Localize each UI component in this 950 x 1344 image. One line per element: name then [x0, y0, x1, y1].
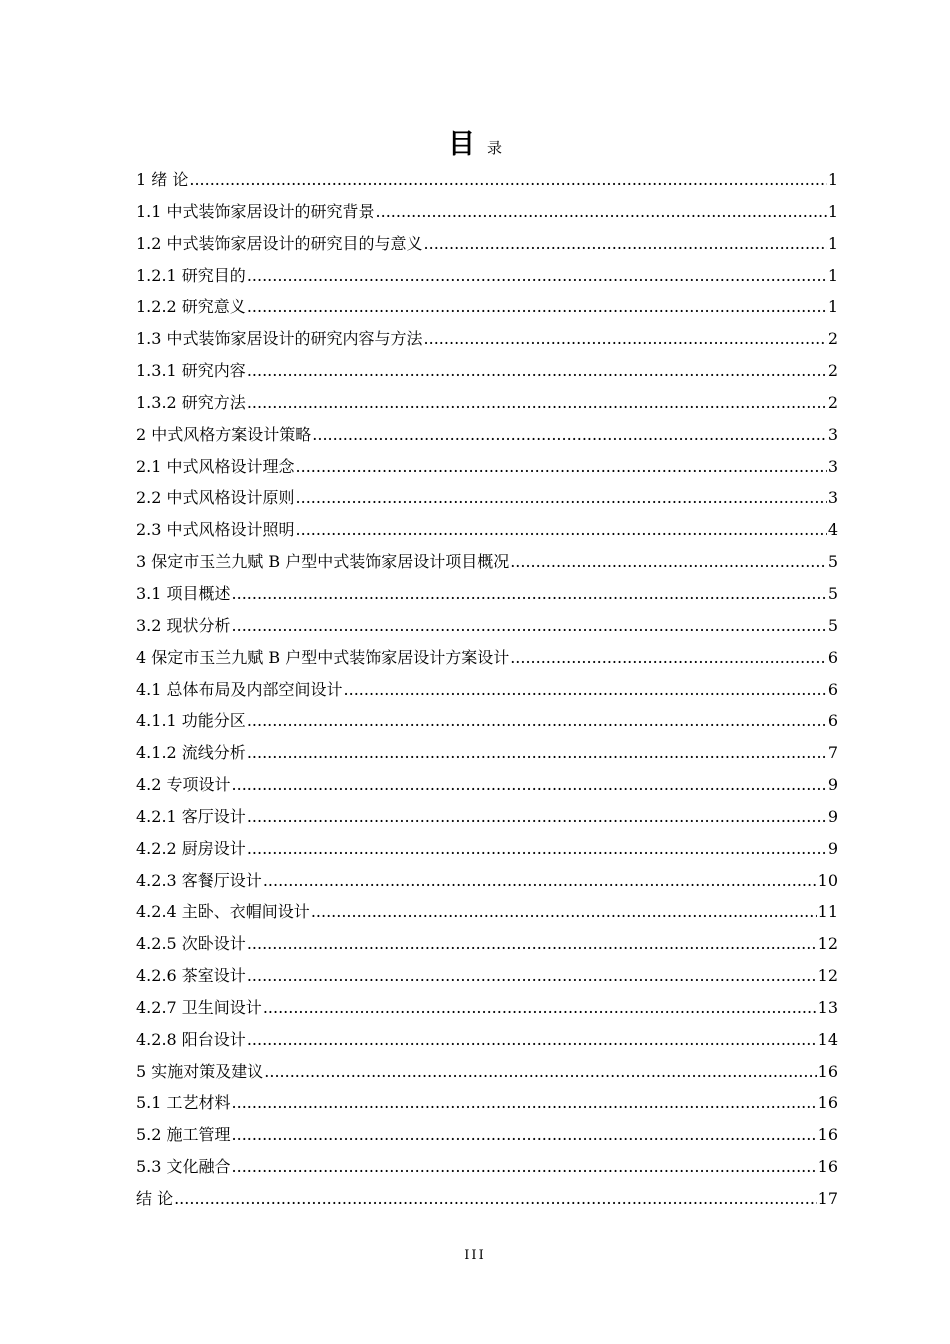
toc-entry-page-number: 2: [827, 329, 838, 349]
toc-entry-title: 1 绪 论: [136, 170, 189, 189]
toc-entry[interactable]: [136, 260, 838, 292]
toc-dot-leader: [247, 705, 827, 737]
toc-entry-page-number: 2: [827, 361, 838, 381]
toc-entry-page-number: 9: [827, 806, 838, 826]
toc-entry[interactable]: [136, 291, 838, 323]
toc-entry[interactable]: [136, 960, 838, 992]
toc-entry[interactable]: [136, 546, 838, 578]
toc-entry-title: 4.2.8 阳台设计: [136, 1029, 246, 1049]
toc-entry-page-number: 9: [827, 838, 838, 858]
toc-entry[interactable]: [136, 865, 838, 897]
toc-entry-title: 4.1.1 功能分区: [136, 711, 246, 731]
toc-dot-leader: [424, 323, 827, 355]
toc-entry-title: 1.2.2 研究意义: [136, 297, 246, 317]
toc-dot-leader: [263, 865, 817, 897]
toc-entry-page-number: 6: [827, 679, 838, 699]
toc-entry-page-number: 13: [817, 997, 838, 1017]
toc-entry-title: 4.1.2 流线分析: [136, 743, 246, 763]
toc-dot-leader: [344, 674, 827, 706]
toc-entry-title: 5.3 文化融合: [136, 1157, 231, 1177]
toc-entry-title: 4.2 专项设计: [136, 775, 231, 795]
toc-entry[interactable]: [136, 451, 838, 483]
toc-entry[interactable]: [136, 642, 838, 674]
toc-entry-title: 3.2 现状分析: [136, 615, 231, 635]
toc-entry[interactable]: [136, 419, 838, 451]
toc-entry-title: 1.1 中式装饰家居设计的研究背景: [136, 201, 375, 221]
toc-entry-page-number: 3: [827, 424, 838, 444]
toc-entry-page-number: 5: [827, 615, 838, 635]
toc-dot-leader: [232, 769, 827, 801]
toc-entry[interactable]: [136, 196, 838, 228]
toc-entry[interactable]: [136, 992, 838, 1024]
toc-entry-title: 结 论: [136, 1189, 174, 1208]
toc-entry-page-number: 6: [827, 647, 838, 667]
toc-entry[interactable]: [136, 769, 838, 801]
toc-entry[interactable]: [136, 514, 838, 546]
toc-entry-page-number: 6: [827, 711, 838, 731]
toc-dot-leader: [247, 387, 827, 419]
toc-entry[interactable]: [136, 737, 838, 769]
toc-dot-leader: [232, 1151, 817, 1183]
toc-entry[interactable]: [136, 928, 838, 960]
toc-dot-leader: [232, 578, 827, 610]
toc-entry-page-number: 5: [827, 552, 838, 572]
toc-dot-leader: [232, 1119, 817, 1151]
toc-entry-title: 3 保定市玉兰九赋 B 户型中式装饰家居设计项目概况: [136, 552, 510, 572]
toc-entry[interactable]: [136, 387, 838, 419]
toc-entry[interactable]: [136, 1056, 838, 1088]
toc-entry-page-number: 12: [817, 966, 838, 986]
toc-entry-page-number: 16: [817, 1093, 838, 1113]
toc-dot-leader: [312, 419, 827, 451]
toc-entry-title: 5 实施对策及建议: [136, 1061, 264, 1081]
toc-entry-title: 1.3.1 研究内容: [136, 361, 246, 381]
toc-dot-leader: [247, 960, 817, 992]
toc-entry[interactable]: [136, 1024, 838, 1056]
toc-entry-title: 4.2.7 卫生间设计: [136, 997, 262, 1017]
toc-entry-title: 5.2 施工管理: [136, 1125, 231, 1145]
toc-entry-title: 2.3 中式风格设计照明: [136, 520, 295, 540]
toc-entry-page-number: 9: [827, 775, 838, 795]
toc-dot-leader: [189, 164, 826, 196]
toc-dot-leader: [247, 1024, 817, 1056]
toc-entry-page-number: 4: [827, 520, 838, 540]
toc-entry[interactable]: [136, 896, 838, 928]
toc-entry-title: 2.1 中式风格设计理念: [136, 456, 295, 476]
toc-title-secondary: 录: [486, 139, 502, 157]
toc-entry[interactable]: [136, 705, 838, 737]
toc-entry[interactable]: [136, 1119, 838, 1151]
toc-entry[interactable]: [136, 1183, 838, 1215]
toc-entry-title: 4.2.1 客厅设计: [136, 806, 246, 826]
toc-entry[interactable]: [136, 578, 838, 610]
toc-entry-page-number: 1: [827, 265, 838, 285]
toc-entry-page-number: 16: [817, 1061, 838, 1081]
toc-dot-leader: [247, 737, 827, 769]
toc-dot-leader: [174, 1183, 817, 1215]
toc-entry-page-number: 1: [827, 170, 838, 189]
toc-entry-title: 4.2.5 次卧设计: [136, 934, 246, 954]
toc-entry-title: 4.1 总体布局及内部空间设计: [136, 679, 343, 699]
toc-entry[interactable]: [136, 323, 838, 355]
toc-entry-page-number: 1: [827, 233, 838, 253]
toc-entry[interactable]: [136, 833, 838, 865]
toc-entry[interactable]: [136, 801, 838, 833]
toc-dot-leader: [247, 260, 827, 292]
toc-dot-leader: [247, 355, 827, 387]
toc-entry[interactable]: [136, 610, 838, 642]
toc-dot-leader: [264, 1056, 816, 1088]
toc-entry-title: 5.1 工艺材料: [136, 1093, 231, 1113]
page-number: III: [464, 1248, 486, 1263]
toc-dot-leader: [311, 896, 817, 928]
toc-entry-page-number: 3: [827, 456, 838, 476]
toc-entry-page-number: 11: [817, 902, 838, 922]
toc-dot-leader: [296, 451, 827, 483]
toc-dot-leader: [247, 928, 817, 960]
toc-dot-leader: [376, 196, 827, 228]
toc-entry-title: 1.2.1 研究目的: [136, 265, 246, 285]
toc-title-main: 目: [447, 129, 475, 160]
toc-entry[interactable]: [136, 1151, 838, 1183]
toc-entry-title: 4 保定市玉兰九赋 B 户型中式装饰家居设计方案设计: [136, 647, 510, 667]
toc-dot-leader: [263, 992, 817, 1024]
toc-entry-title: 4.2.2 厨房设计: [136, 838, 246, 858]
toc-entry-title: 4.2.3 客餐厅设计: [136, 870, 262, 890]
toc-entry[interactable]: [136, 482, 838, 514]
toc-dot-leader: [232, 1087, 817, 1119]
toc-entry-page-number: 12: [817, 934, 838, 954]
toc-entry-title: 2.2 中式风格设计原则: [136, 488, 295, 508]
toc-entry-page-number: 1: [827, 297, 838, 317]
toc-entry-page-number: 16: [817, 1125, 838, 1145]
toc-entry[interactable]: [136, 164, 838, 196]
toc-entry-page-number: 7: [827, 743, 838, 763]
toc-entry-page-number: 1: [827, 201, 838, 221]
toc-entry-page-number: 5: [827, 583, 838, 603]
toc-entry[interactable]: [136, 228, 838, 260]
toc-entry[interactable]: [136, 355, 838, 387]
toc-dot-leader: [247, 291, 827, 323]
toc-dot-leader: [296, 482, 827, 514]
toc-entry[interactable]: [136, 674, 838, 706]
toc-dot-leader: [510, 642, 827, 674]
toc-entry-title: 1.2 中式装饰家居设计的研究目的与意义: [136, 233, 423, 253]
toc-dot-leader: [247, 801, 827, 833]
toc-dot-leader: [232, 610, 827, 642]
toc-list: [136, 164, 838, 1215]
toc-entry-title: 1.3.2 研究方法: [136, 392, 246, 412]
toc-entry[interactable]: [136, 1087, 838, 1119]
toc-entry-title: 4.2.4 主卧、衣帽间设计: [136, 902, 310, 922]
toc-entry-title: 3.1 项目概述: [136, 583, 231, 603]
toc-entry-page-number: 17: [817, 1189, 838, 1208]
toc-entry-title: 1.3 中式装饰家居设计的研究内容与方法: [136, 329, 423, 349]
toc-entry-page-number: 14: [817, 1029, 838, 1049]
toc-dot-leader: [247, 833, 827, 865]
toc-entry-page-number: 16: [817, 1157, 838, 1177]
toc-entry-page-number: 2: [827, 392, 838, 412]
toc-entry-title: 4.2.6 茶室设计: [136, 966, 246, 986]
toc-dot-leader: [296, 514, 827, 546]
toc-entry-page-number: 3: [827, 488, 838, 508]
toc-entry-page-number: 10: [817, 870, 838, 890]
toc-dot-leader: [510, 546, 827, 578]
toc-entry-title: 2 中式风格方案设计策略: [136, 424, 312, 444]
toc-title: [0, 122, 950, 161]
toc-dot-leader: [424, 228, 827, 260]
